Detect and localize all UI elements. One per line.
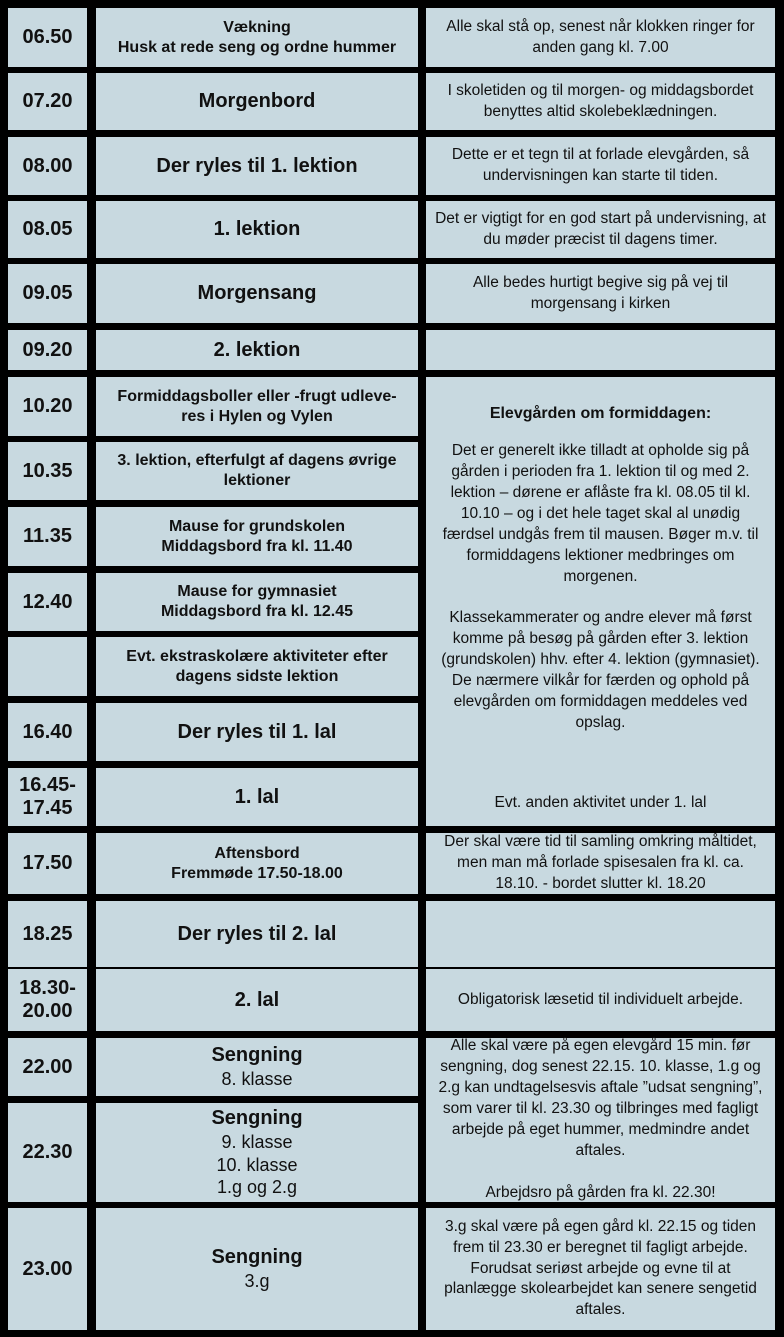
note-text: Alle skal stå op, senest når klokken ringer for anden gang kl. 7.00 <box>446 17 755 56</box>
time-cell <box>8 442 87 500</box>
time-cell <box>8 507 87 566</box>
activity-line: Morgenbord <box>198 90 316 112</box>
time-label: 23.00 <box>22 1257 73 1280</box>
activity-cell <box>96 1208 418 1330</box>
activity-subline: 8. klasse <box>221 1069 293 1090</box>
activity-line: Vækning <box>223 18 291 36</box>
activity-cell <box>96 833 418 894</box>
time-label: 18.30- 20.00 <box>19 977 76 1022</box>
activity-cell <box>96 377 418 436</box>
activity-cell <box>96 8 418 67</box>
time-cell <box>8 1103 87 1202</box>
time-label: 22.00 <box>22 1055 73 1078</box>
activity-line: 2. lal <box>234 988 280 1011</box>
note-cell <box>426 264 775 323</box>
note-cell <box>426 73 775 130</box>
activity-line: Sengning <box>211 1044 303 1067</box>
activity-line: 2. lektion <box>213 338 301 361</box>
activity-cell <box>96 264 418 323</box>
activity-line: 1. lektion <box>213 218 301 240</box>
activity-line: Sengning <box>211 1246 303 1269</box>
time-cell <box>8 377 87 436</box>
note-cell <box>426 201 775 258</box>
activity-cell <box>96 73 418 130</box>
activity-cell <box>96 137 418 195</box>
activity-line: res i Hylen og Vylen <box>181 407 333 425</box>
activity-line: Sengning <box>211 1107 303 1130</box>
note-cell <box>426 833 775 894</box>
note-cell <box>426 1208 775 1330</box>
time-label: 16.40 <box>22 720 73 743</box>
activity-text <box>198 281 317 306</box>
formiddag-heading: Elevgården om formiddagen: <box>489 405 712 422</box>
time-cell <box>8 969 87 1031</box>
time-cell <box>8 637 87 696</box>
time-cell <box>8 201 87 258</box>
activity-line: Der ryles til 2. lal <box>177 922 337 945</box>
activity-line: Middagsbord fra kl. 11.40 <box>161 537 353 555</box>
note-cell <box>426 901 775 967</box>
time-cell <box>8 573 87 631</box>
activity-line: Der ryles til 1. lektion <box>156 154 358 177</box>
note-text: Det er vigtigt for en god start på undervisning, at du møder præcist til dagens timer. <box>435 209 766 248</box>
note-text: Obligatorisk læsetid til individuelt arbejde. <box>457 990 744 1008</box>
activity-line: Formiddagsboller eller -frugt udleve- <box>117 387 397 405</box>
time-label: 07.20 <box>22 90 73 112</box>
time-cell <box>8 73 87 130</box>
activity-line: 1. lal <box>234 785 280 808</box>
activity-text <box>211 1043 302 1091</box>
activity-subline: 1.g og 2.g <box>216 1177 298 1198</box>
time-cell <box>8 901 87 967</box>
time-cell <box>8 703 87 761</box>
activity-cell <box>96 573 418 631</box>
time-label: 12.40 <box>22 590 73 613</box>
activity-text <box>211 1106 302 1199</box>
time-label: 10.20 <box>22 395 73 417</box>
activity-line: 3. lektion, efterfulgt af dagens øvrige <box>117 452 397 469</box>
sengning-note-text: Alle skal være på egen elevgård 15 min. før sengning, dog senest 22.15. 10. klasse, 1.g og 2.g kan undtagelsesvis aftale ”udsat sengning”, som varer til kl. 23.30 og tilbringes med fagligt arbejde på eget hummer, medmindre andet aftales. Arbejdsro på gården fra kl. 22.30! <box>438 1037 763 1201</box>
time-cell <box>8 1038 87 1096</box>
time-label: 18.25 <box>22 922 73 945</box>
activity-cell <box>96 969 418 1031</box>
time-cell <box>8 1208 87 1330</box>
activity-text <box>235 785 279 810</box>
note-cell <box>426 8 775 67</box>
activity-line: Middagsbord fra kl. 12.45 <box>160 603 354 620</box>
activity-text <box>117 387 396 427</box>
time-cell <box>8 833 87 894</box>
activity-cell <box>96 201 418 258</box>
activity-line: Evt. ekstraskolære aktiviteter efter <box>126 647 388 665</box>
time-cell <box>8 8 87 67</box>
time-label: 08.05 <box>22 218 73 240</box>
activity-cell <box>96 1038 418 1096</box>
activity-cell <box>96 703 418 761</box>
note-text: Dette er et tegn til at forlade elevgården, så undervisningen kan starte til tiden. <box>451 146 750 184</box>
activity-line: Husk at rede seng og ordne hummer <box>117 38 397 56</box>
activity-cell <box>96 637 418 696</box>
activity-line: Fremmøde 17.50-18.00 <box>171 864 343 882</box>
time-label: 06.50 <box>22 26 73 48</box>
activity-line: Mause for gymnasiet <box>177 583 337 600</box>
formiddag-footnote: Evt. anden aktivitet under 1. lal <box>494 794 707 811</box>
activity-text <box>199 89 316 114</box>
note-cell <box>426 969 775 1031</box>
time-label: 10.35 <box>22 459 73 482</box>
activity-line: Morgensang <box>197 282 317 304</box>
time-cell <box>8 137 87 195</box>
activity-text <box>178 720 337 745</box>
activity-text <box>171 844 343 884</box>
sengning-note <box>426 1038 775 1202</box>
activity-text <box>126 647 387 687</box>
activity-subline: 10. klasse <box>216 1154 298 1175</box>
activity-text <box>156 154 357 179</box>
formiddag-body: Det er generelt ikke tilladt at opholde sig på gården i perioden fra 1. lektion til og med 2. lektion – dørene er aflåste fra kl. 08.05 til kl. 10.10 – og i det hele taget skal al unødig færdsel undgås frem til mausen. Bøger m.v. til formiddagens lektioner medbringes om morgenen. Klassekammerater og andre elever må først komme på besøg på gården efter 3. lektion (grundskolen) hhv. efter 4. lektion (gymnasiet). De nærmere vilkår for færden og ophold på elevgården om formiddagen meddeles ved opslag. <box>441 442 760 731</box>
activity-text <box>178 922 337 947</box>
note-cell <box>426 330 775 370</box>
activity-subline: 9. klasse <box>221 1132 293 1153</box>
note-cell <box>426 137 775 195</box>
activity-cell <box>96 768 418 826</box>
time-label: 08.00 <box>22 154 73 177</box>
time-label: 22.30 <box>22 1141 73 1163</box>
activity-cell <box>96 901 418 967</box>
activity-line: lektioner <box>223 472 291 489</box>
formiddag-note <box>426 377 775 826</box>
activity-line: Der ryles til 1. lal <box>177 720 337 743</box>
time-cell <box>8 330 87 370</box>
activity-text <box>117 451 396 491</box>
activity-cell <box>96 1103 418 1202</box>
activity-line: dagens sidste lektion <box>175 667 339 685</box>
activity-text <box>214 338 301 363</box>
activity-text <box>235 988 279 1013</box>
activity-line: Aftensbord <box>214 844 300 862</box>
activity-text <box>214 217 301 242</box>
time-label: 16.45- 17.45 <box>19 774 76 819</box>
activity-text <box>161 582 353 622</box>
time-label: 09.20 <box>22 338 73 361</box>
activity-cell <box>96 507 418 566</box>
time-cell <box>8 264 87 323</box>
time-label: 09.05 <box>22 282 73 304</box>
activity-subline: 3.g <box>244 1271 270 1292</box>
activity-text <box>118 18 396 58</box>
note-text: 3.g skal være på egen gård kl. 22.15 og tiden frem til 23.30 er beregnet til fagligt arbejde. Forudsat seriøst arbejde og evne til at planlægge skolearbejdet kan senere sengetid aftales. <box>444 1217 757 1319</box>
time-label: 11.35 <box>23 525 72 547</box>
time-cell <box>8 768 87 826</box>
note-text: Alle bedes hurtigt begive sig på vej til morgensang i kirken <box>472 273 729 312</box>
activity-line: Mause for grundskolen <box>168 517 345 535</box>
activity-cell <box>96 442 418 500</box>
activity-text <box>211 1245 302 1293</box>
time-label: 17.50 <box>22 852 73 874</box>
note-text: I skoletiden og til morgen- og middagsbordet benyttes altid skolebeklædningen. <box>447 81 754 120</box>
note-text: Der skal være tid til samling omkring måltidet, men man må forlade spisesalen fra kl. ca. 18.10. - bordet slutter kl. 18.20 <box>444 833 757 892</box>
activity-cell <box>96 330 418 370</box>
activity-text <box>161 517 352 557</box>
